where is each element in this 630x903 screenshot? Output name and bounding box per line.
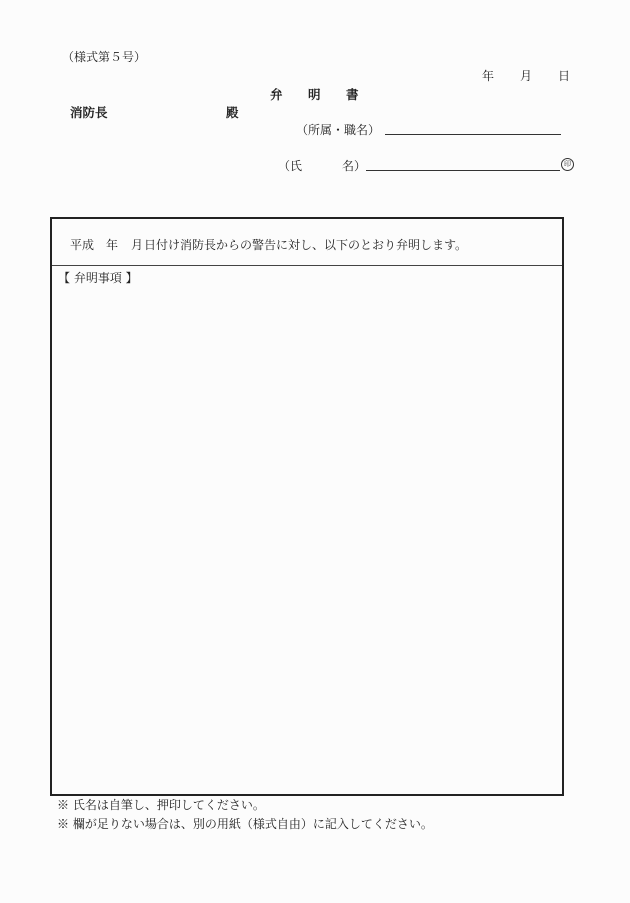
recipient-honorific: 殿 bbox=[226, 105, 239, 120]
date-year-label: 年 bbox=[482, 69, 495, 83]
title-char-2: 明 bbox=[308, 87, 321, 102]
explanation-box-header bbox=[52, 219, 562, 266]
note-signature: ※ 氏名は自筆し、押印してください。 bbox=[57, 798, 265, 812]
month-unit: 月 bbox=[131, 238, 144, 252]
title-char-3: 書 bbox=[346, 87, 359, 102]
date-month-label: 月 bbox=[520, 69, 533, 83]
explanation-statement bbox=[70, 236, 467, 253]
title-char-1: 弁 bbox=[270, 87, 283, 102]
recipient-name: 消防長 bbox=[70, 105, 108, 120]
affiliation-field[interactable] bbox=[385, 134, 561, 135]
explanation-box bbox=[50, 217, 564, 796]
era-label: 平成 bbox=[70, 238, 95, 252]
year-unit: 年 bbox=[106, 238, 119, 252]
name-label-close: 名） bbox=[342, 159, 367, 173]
explanation-matters-label: 【 弁明事項 】 bbox=[58, 271, 138, 285]
document-title bbox=[270, 85, 359, 103]
date-line bbox=[482, 67, 570, 84]
affiliation-label: （所属・職名） bbox=[296, 123, 381, 137]
name-label-open: （氏 bbox=[278, 159, 303, 173]
form-number: （様式第５号） bbox=[62, 50, 147, 64]
note-extra-paper: ※ 欄が足りない場合は、別の用紙（様式自由）に記入してください。 bbox=[57, 817, 433, 831]
name-field[interactable] bbox=[366, 170, 560, 171]
statement-text: 日付け消防長からの警告に対し、以下のとおり弁明します。 bbox=[144, 238, 468, 252]
seal-mark-icon: 印 bbox=[561, 158, 574, 171]
name-label bbox=[278, 157, 366, 174]
date-day-label: 日 bbox=[558, 69, 571, 83]
